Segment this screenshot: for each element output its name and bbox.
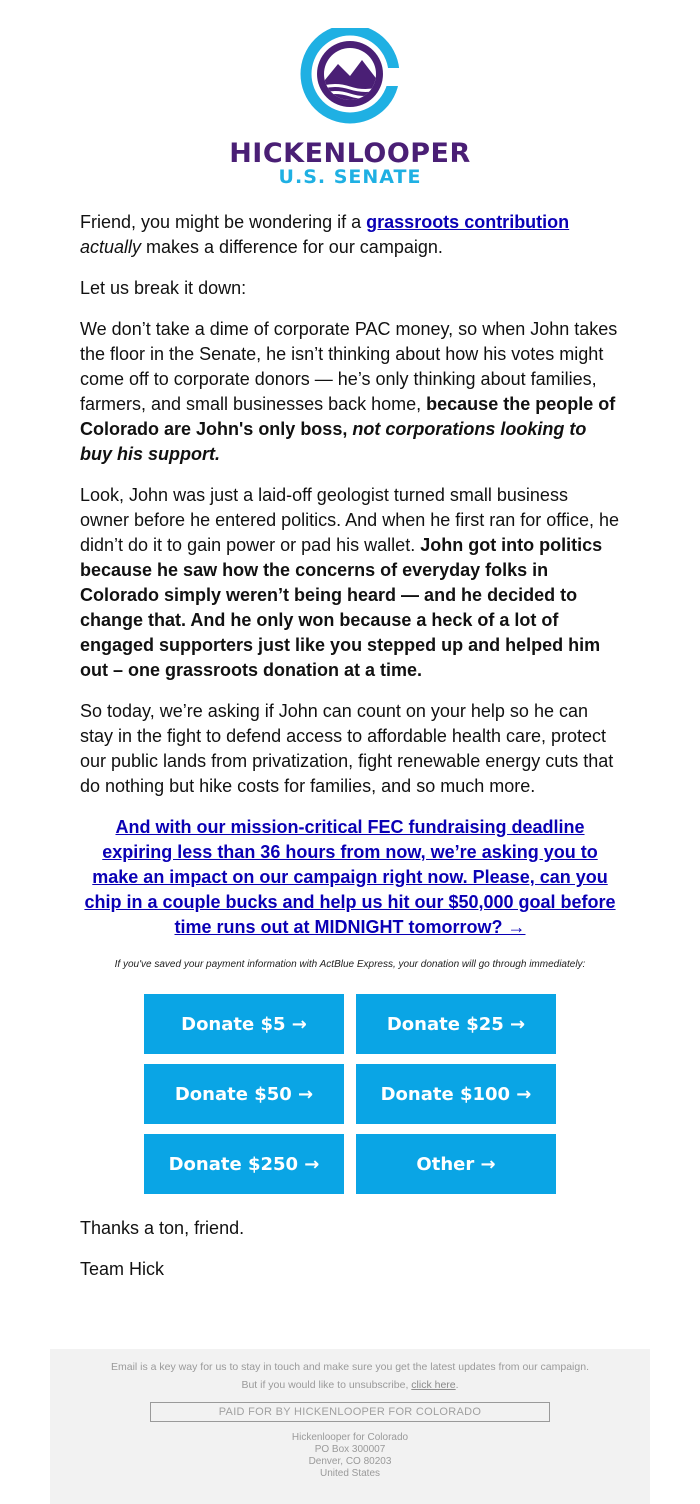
- footer-stay-in-touch: Email is a key way for us to stay in touch and make sure you get the latest updates from our campaign.: [111, 1361, 589, 1373]
- paid-for-disclaimer: PAID FOR BY HICKENLOOPER FOR COLORADO: [150, 1402, 550, 1422]
- donate-250-button[interactable]: Donate $250 →: [144, 1134, 344, 1194]
- donate-25-button[interactable]: Donate $25 →: [356, 994, 556, 1054]
- signoff: Team Hick: [80, 1259, 165, 1279]
- thanks-line: Thanks a ton, friend.: [80, 1218, 245, 1238]
- donate-100-button[interactable]: Donate $100 →: [356, 1064, 556, 1124]
- donate-50-button[interactable]: Donate $50 →: [144, 1064, 344, 1124]
- mailing-address: [50, 1432, 650, 1480]
- actblue-express-note: If you've saved your payment information with ActBlue Express, your donation will go through immediately:: [114, 959, 586, 970]
- donate-other-button[interactable]: Other →: [356, 1134, 556, 1194]
- footer-unsubscribe-line: But if you would like to unsubscribe, click here.: [241, 1379, 459, 1391]
- campaign-logo: [0, 28, 700, 188]
- paragraph-pac-money: We don’t take a dime of corporate PAC money, so when John takes the floor in the Senate, he isn’t thinking about how his votes might come off to corporate donors — he’s only thinking about families, farmers, and small businesses back home, because the people of Colorado are John's only boss, not corporations looking to buy his support.: [80, 319, 618, 464]
- logo-subtitle: U.S. SENATE: [278, 166, 422, 188]
- paragraph-background: Look, John was just a laid-off geologist turned small business owner before he entered politics. And when he first ran for office, he didn’t do it to gain power or pad his wallet. John got into politics because he saw how the concerns of everyday folks in Colorado simply weren’t being heard — and he decided to change that. And he only won because a heck of a lot of engaged supporters just like you stepped up and helped him out – one grassroots donation at a time.: [80, 485, 619, 680]
- address-line: PO Box 300007: [314, 1444, 386, 1455]
- address-line: Hickenlooper for Colorado: [291, 1432, 409, 1443]
- cta-deadline-link[interactable]: And with our mission-critical FEC fundraising deadline expiring less than 36 hours from now, we’re asking you to make an impact on our campaign right now. Please, can you chip in a couple bucks and help us hit our $50,000 goal before time runs out at MIDNIGHT tomorrow? →: [84, 817, 616, 937]
- paragraph-breakdown: Let us break it down:: [80, 278, 247, 298]
- paragraph-intro: Friend, you might be wondering if a grassroots contribution actually makes a difference for our campaign.: [80, 212, 570, 257]
- address-line: United States: [319, 1468, 381, 1479]
- grassroots-contribution-link[interactable]: grassroots contribution: [366, 212, 570, 232]
- donate-button-grid: [144, 994, 556, 1194]
- paragraph-ask: So today, we’re asking if John can count on your help so he can stay in the fight to defend access to affordable health care, protect our public lands from privatization, fight renewable energy cuts that do nothing but hike costs for families, and so much more.: [80, 701, 614, 796]
- email-footer: [50, 1349, 650, 1504]
- emphasis-actually: actually: [80, 237, 142, 257]
- unsubscribe-link[interactable]: click here: [411, 1379, 456, 1391]
- hickenlooper-emblem-icon: [300, 28, 400, 128]
- cta-paragraph: [80, 815, 620, 940]
- logo-name: HICKENLOOPER: [229, 138, 471, 169]
- donate-5-button[interactable]: Donate $5 →: [144, 994, 344, 1054]
- address-line: Denver, CO 80203: [308, 1456, 392, 1467]
- email-body: [80, 210, 620, 1298]
